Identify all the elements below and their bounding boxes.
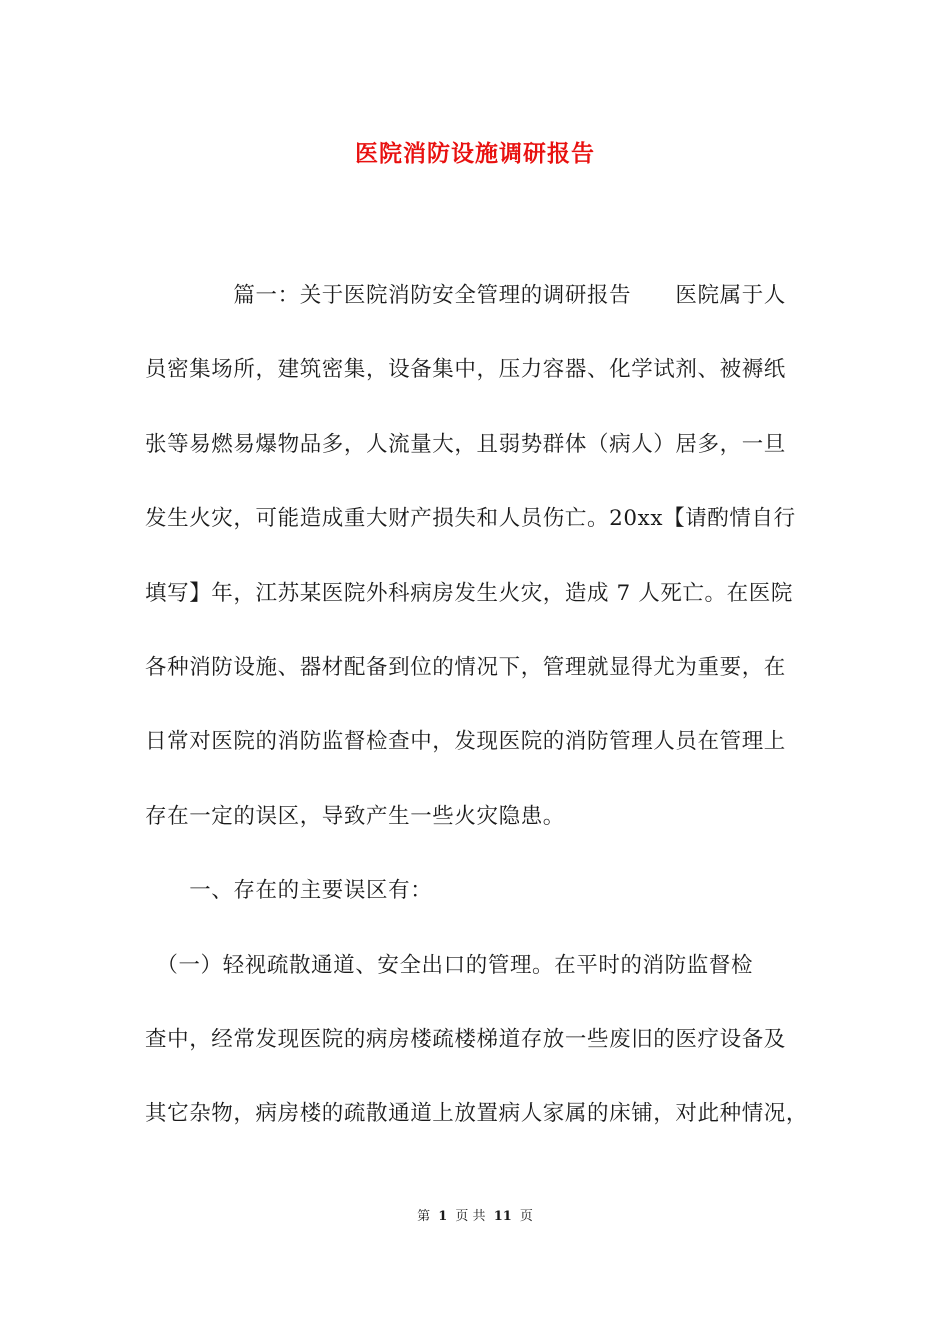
body-line-12: 其它杂物，病房楼的疏散通道上放置病人家属的床铺，对此种情况， [145, 1101, 809, 1127]
footer-current-page: 1 [438, 1209, 448, 1224]
body-line-1: 篇一：关于医院消防安全管理的调研报告 医院属于人 [145, 283, 786, 308]
document-body [145, 279, 809, 1172]
body-line-2: 员密集场所，建筑密集，设备集中，压力容器、化学试剂、被褥纸 [145, 357, 786, 383]
footer-middle: 页 共 [455, 1209, 486, 1224]
body-line-10: （一）轻视疏散通道、安全出口的管理。在平时的消防监督检 [145, 952, 754, 978]
footer-prefix: 第 [417, 1209, 431, 1224]
body-line-7: 日常对医院的消防监督检查中，发现医院的消防管理人员在管理上 [145, 729, 786, 755]
body-line-3: 张等易燃易爆物品多，人流量大，且弱势群体（病人）居多，一旦 [145, 431, 786, 457]
section-heading: 一、存在的主要误区有： [145, 878, 433, 904]
page-footer [0, 1207, 950, 1227]
footer-total-pages: 11 [493, 1209, 512, 1224]
body-line-4: 发生火灾，可能造成重大财产损失和人员伤亡。20xx【请酌情自行 [145, 506, 796, 532]
body-line-5: 填写】年，江苏某医院外科病房发生火灾，造成 7 人死亡。在医院 [145, 580, 793, 606]
document-title: 医院消防设施调研报告 [355, 140, 595, 167]
body-line-11: 查中，经常发现医院的病房楼疏楼梯道存放一些废旧的医疗设备及 [145, 1026, 786, 1052]
body-line-6: 各种消防设施、器材配备到位的情况下，管理就显得尤为重要，在 [145, 654, 786, 680]
footer-suffix: 页 [519, 1209, 533, 1224]
body-line-8: 存在一定的误区，导致产生一些火灾隐患。 [145, 803, 565, 829]
